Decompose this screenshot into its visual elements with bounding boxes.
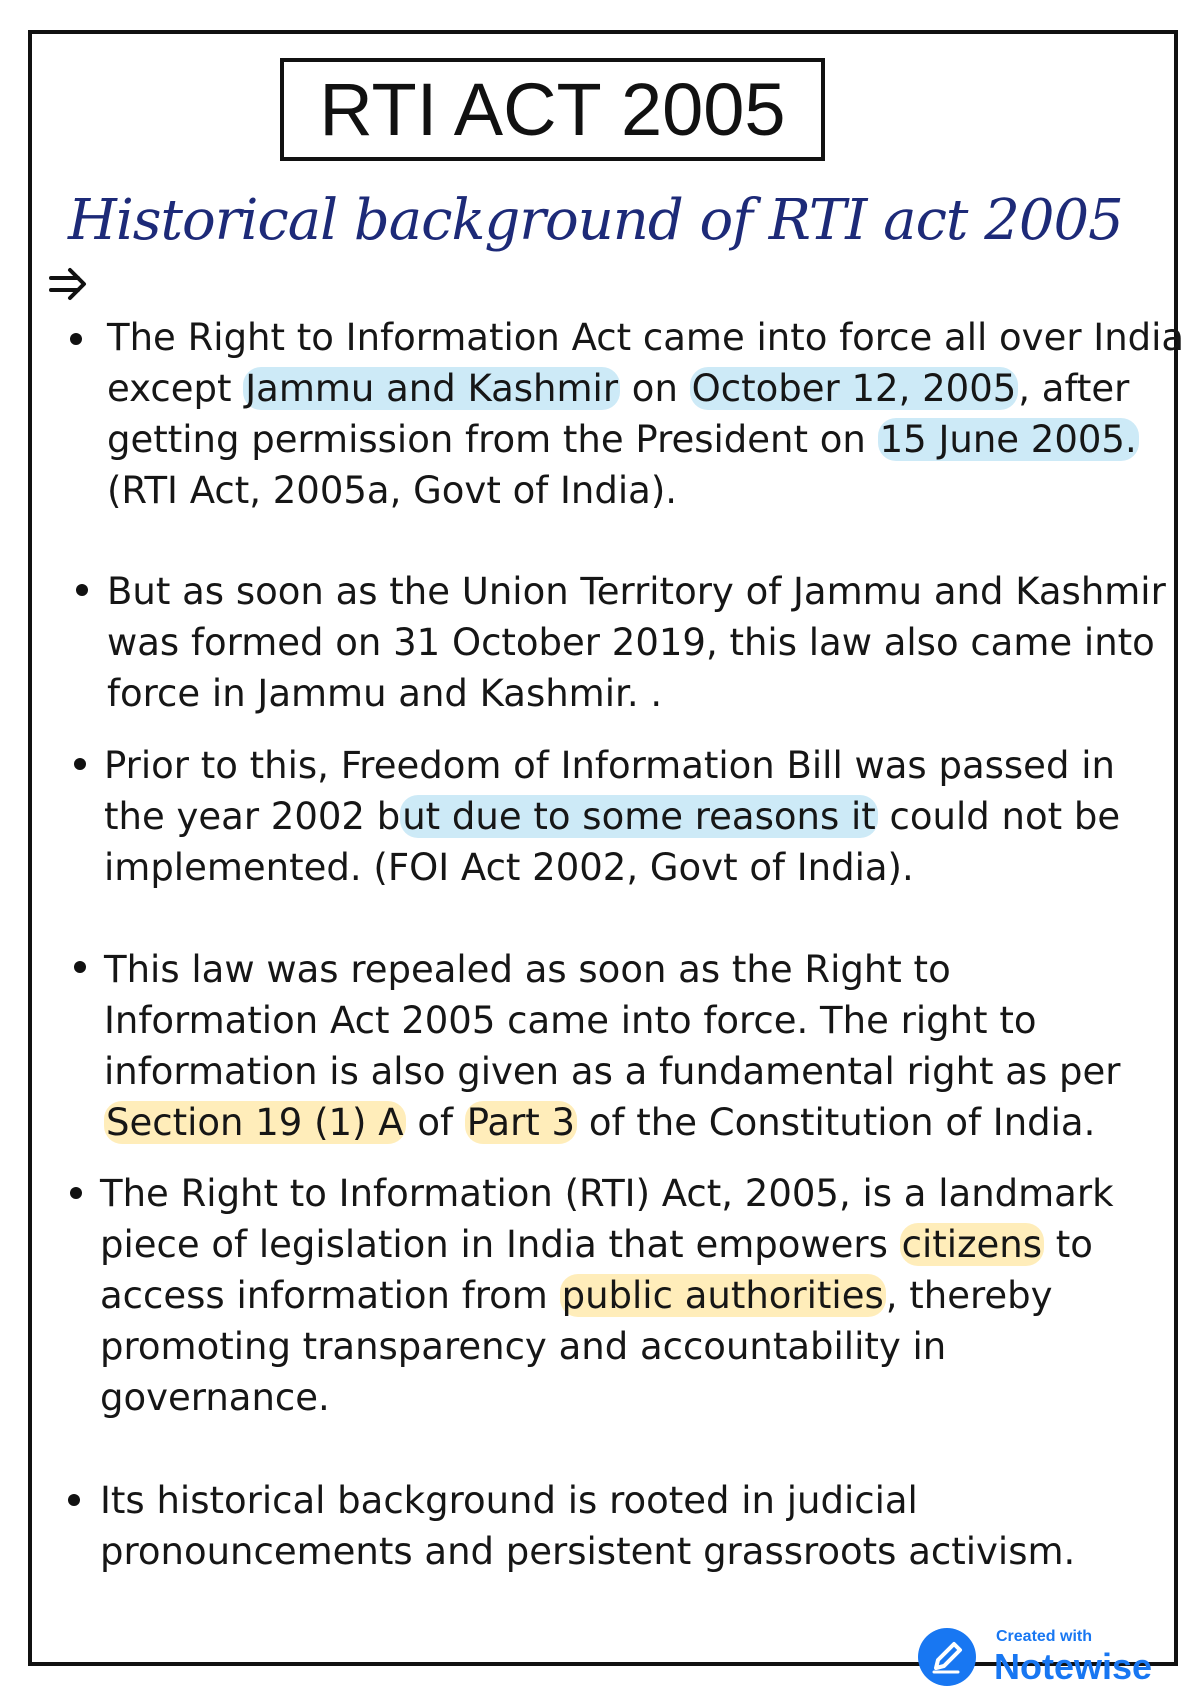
paragraph-line [100, 1270, 1114, 1321]
text-segment: on [620, 367, 690, 410]
paragraph-line [100, 1475, 1075, 1526]
text-segment: But as soon as the Union Territory of Jammu and Kashmir [107, 570, 1166, 613]
bullet-dot-icon [70, 1187, 82, 1199]
paragraph [100, 1168, 1114, 1423]
paragraph [104, 740, 1120, 893]
bullet-dot-icon [74, 758, 86, 770]
text-segment: The Right to Information (RTI) Act, 2005, is a landmark [100, 1172, 1114, 1215]
section-subtitle: Historical background of RTI act 2005 [68, 188, 1123, 253]
brand-caption: Created with [996, 1628, 1093, 1645]
text-segment: was formed on 31 October 2019, this law also came into [107, 621, 1155, 664]
bullet-dot-icon [68, 1494, 80, 1506]
bullet-dot-icon [76, 584, 88, 596]
paragraph-line [100, 1219, 1114, 1270]
text-segment: access information from [100, 1274, 560, 1317]
text-segment: the year 2002 b [104, 795, 401, 838]
text-segment: pronouncements and persistent grassroots activism. [100, 1530, 1076, 1573]
text-segment: could not be [877, 795, 1121, 838]
highlighted-text: public authorities [561, 1274, 884, 1317]
paragraph-line [107, 414, 1184, 465]
paragraph [107, 312, 1184, 516]
notewise-watermark [918, 1624, 1180, 1688]
text-segment: (RTI Act, 2005a, Govt of India). [107, 469, 678, 512]
paragraph-line [104, 944, 1120, 995]
page-title [280, 58, 825, 161]
text-segment: piece of legislation in India that empowers [100, 1223, 900, 1266]
highlighted-text: Section 19 (1) A [106, 1101, 404, 1144]
paragraph-line [104, 1046, 1120, 1097]
page-title-text: RTI ACT 2005 [319, 68, 786, 151]
text-segment: of the Constitution of India. [577, 1101, 1096, 1144]
paragraph-line [107, 363, 1184, 414]
paragraph-line [104, 842, 1120, 893]
text-segment: governance. [100, 1376, 330, 1419]
text-segment: Prior to this, Freedom of Information Bill was passed in [104, 744, 1115, 787]
paragraph-line [100, 1526, 1075, 1577]
text-segment: getting permission from the President on [107, 418, 878, 461]
brand-name: Notewise [994, 1646, 1153, 1687]
text-segment: Its historical background is rooted in judicial [100, 1479, 918, 1522]
text-segment: to [1043, 1223, 1093, 1266]
bullet-dot-icon [70, 333, 82, 345]
paragraph [104, 944, 1120, 1148]
paragraph-line [107, 668, 1166, 719]
paragraph-line [107, 312, 1184, 363]
text-segment: The Right to Information Act came into force all over India [107, 316, 1185, 359]
highlighted-text: October 12, 2005 [691, 367, 1017, 410]
paragraph-line [107, 465, 1184, 516]
paragraph [107, 566, 1166, 719]
paragraph-line [104, 791, 1120, 842]
text-segment: information is also given as a fundamental right as per [104, 1050, 1121, 1093]
paragraph-line [100, 1321, 1114, 1372]
text-segment: This law was repealed as soon as the Right to [104, 948, 951, 991]
paragraph-line [100, 1372, 1114, 1423]
text-segment: implemented. (FOI Act 2002, Govt of India). [104, 846, 914, 889]
text-segment: promoting transparency and accountability in [100, 1325, 947, 1368]
highlighted-text: 15 June 2005. [879, 418, 1137, 461]
highlighted-text: Jammu and Kashmir [245, 367, 619, 410]
paragraph-line [107, 617, 1166, 668]
text-segment: except [107, 367, 244, 410]
text-segment: Information Act 2005 came into force. The right to [104, 999, 1037, 1042]
text-segment: force in Jammu and Kashmir. . [107, 672, 663, 715]
highlighted-text: Part 3 [466, 1101, 576, 1144]
pen-in-circle-icon [918, 1628, 976, 1686]
double-arrow-right-icon [48, 266, 90, 302]
highlighted-text: ut due to some reasons it [402, 795, 876, 838]
paragraph-line [104, 740, 1120, 791]
paragraph [100, 1475, 1075, 1577]
text-segment: , thereby [885, 1274, 1053, 1317]
highlighted-text: citizens [901, 1223, 1042, 1266]
paragraph-line [100, 1168, 1114, 1219]
bullet-dot-icon [74, 961, 86, 973]
paragraph-line [107, 566, 1166, 617]
paragraph-line [104, 1097, 1120, 1148]
text-segment: of [405, 1101, 465, 1144]
text-segment: , after [1018, 367, 1130, 410]
paragraph-line [104, 995, 1120, 1046]
